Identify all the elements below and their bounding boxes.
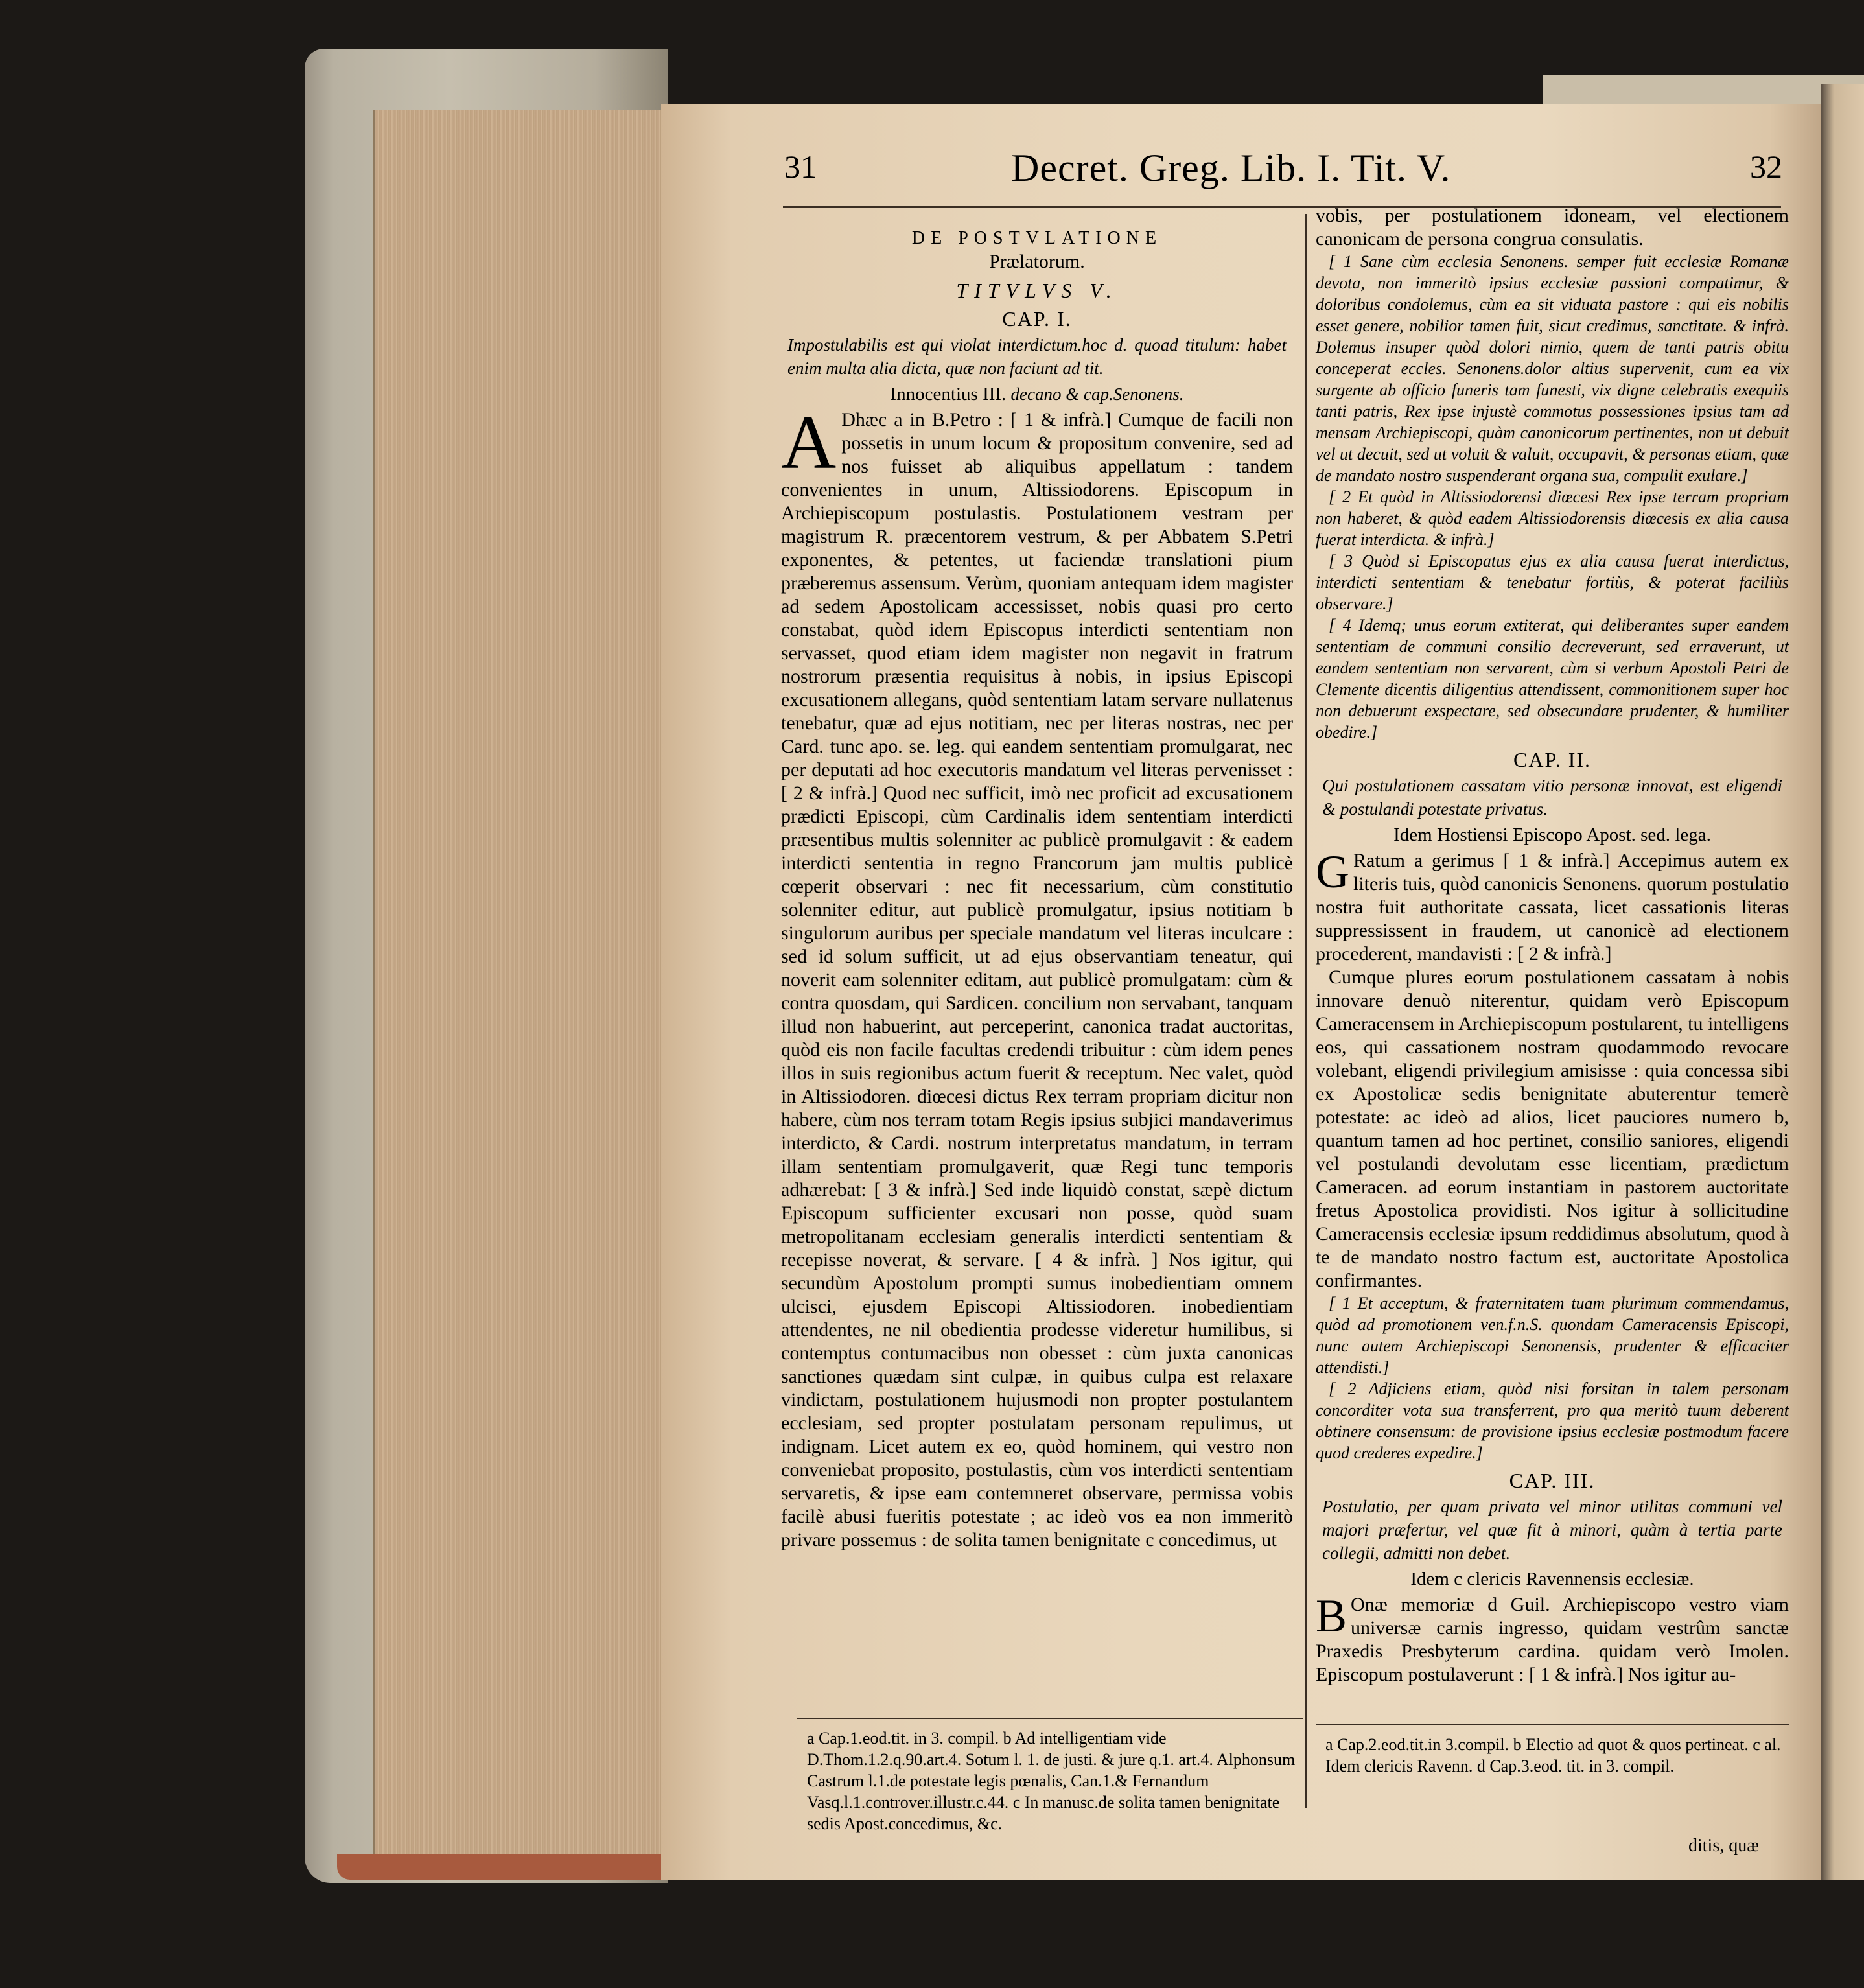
footnote-rule bbox=[1316, 1724, 1789, 1725]
body-text-content: Onæ memoriæ d Guil. Archiepiscopo vestro viam universæ carnis ingresso, quidam vestrûm sanctæ Praxedis Presbyterum cardina. quidam verò Imolen. Episcopum postulaverunt : [ 1 & infrà.] Nos igitur au- bbox=[1316, 1594, 1789, 1685]
body-text bbox=[1316, 846, 1789, 966]
bracket-note: [ 2 Et quòd in Altissiodorensi diœcesi Rex ipse terram propriam non haberet, & quòd eadem Altissiodorensis diœcesis ex alia causa fuerat interdicta. & infrà.] bbox=[1316, 487, 1789, 549]
body-text-content: Dhæc a in B.Petro : [ 1 & infrà.] Cumque de facili non possetis in unum locum & propositum convenire, sed ad nos fuisset ab aliquibus appellatum : tandem convenientes in unum, Altissiodorens. Episcopum in Archiepiscopum postulastis. Postulationem vestram per magistrum R. præcentorem vestrum, & per Abbatem S.Petri exponentes, & petentes, ut faciendæ translationi pium præberemus assensum. Verùm, quoniam antequam idem magister ad sedem Apostolicam accessisset, nobis quasi pro certo constabat, quòd idem Episcopus interdicti sententiam non servasset, quod etiam idem magister non negavit in fratrum nostrorum præsentia requisitus à nobis, in ipsius Episcopi excusationem allegans, quòd sententiam latam servare nullatenus tenebatur, quæ ad ejus notitiam, nec per literas nostras, nec per Card. tunc apo. se. leg. qui eandem sententiam promulgarat, nec per deputati ad hoc executoris mandatum vel literas pervenisset : [ 2 & infrà.] Quod nec sufficit, imò nec proficit ad excusationem prædicti Episcopi, cùm Cardinalis idem sententiam interdicti præsentibus multis solenniter ac publicè promulgavit : & eadem interdicti sententia in regno Francorum jam multis publicè cœperit observari : nec fit necessarium, cùm constitutio solenniter editur, aut publicè promulgatur, ipsius notitiam b singulorum auribus per speciale mandatum vel literas inculcare : sed id solum sufficit, ut ad ejus observantiam teneatur, qui noverit eam solenniter editam, aut publicè promulgatam: cùm & contra quosdam, qui Sardicen. concilium non servabant, tanquam illud non habuerint, aut perceperint, canonica tradat auctoritas, quòd eis non facile facultas credendi tribuitur : cùm idem penes illos in suis regionibus actum fuerit & receptum. Nec valet, quòd in Altissiodoren. diœcesi dictus Rex terram propriam dicitur non habere, cùm nos terram totam Regis ipsius subjici mandaverimus interdicto, & Cardi. nostrum interpretatus mandatum, in terram illam sententiam promulgaverit, quæ Regi tunc temporis adhærebat: [ 3 & infrà.] Sed inde liquidò constat, sæpè dictum Episcopum sufficienter excusari non posse, quòd suam metropolitanam ecclesiam generalis interdicti sententiam & recepisse noverat, & servare. [ 4 & infrà. ] Nos igitur, qui secundùm Apostolum prompti sumus inobedientiam omnem ulcisci, ejusdem Episcopi Altissiodoren. inobedientiam attendentes, ne nil obedientia prodesse videretur humilibus, si contemptus contumacibus non obesset : cùm juxta canonicas sanctiones quædam sint culpæ, in quibus culpa est relaxare vindictam, postulationem hujusmodi non propter postulantem ecclesiam, sed propter postulatam personam repulimus, ut indignam. Licet autem ex eo, quòd hominem, qui vestro non conveniebat proposito, postulastis, cùm vos interdicti sententiam servaretis, & ipse eam contemneret observare, permissa vobis facilè abusi fueritis potestate ; ac ideò vos ea non immeritò privare possemus : de solita tamen benignitate c concedimus, ut bbox=[781, 409, 1293, 1550]
book-cover-edge bbox=[337, 1854, 700, 1880]
page-number-left: 31 bbox=[784, 148, 817, 185]
facing-page bbox=[1821, 84, 1864, 1880]
footnotes-left: a Cap.1.eod.tit. in 3. compil. b Ad intelligentiam vide D.Thom.1.2.q.90.art.4. Sotum l. 1. de justi. & jure q.1. art.4. Alphonsum Castrum l.1.de potestate legis pœnalis, Can.1.& Fernandum Vasq.l.1.controver.illustr.c.44. c In manusc.de solita tamen benignitate sedis Apost.concedimus, &c. bbox=[807, 1729, 1296, 1833]
footnotes-right: a Cap.2.eod.tit.in 3.compil. b Electio ad quot & quos pertineat. c al. Idem clericis Ravenn. d Cap.3.eod. tit. in 3. compil. bbox=[1325, 1735, 1781, 1775]
author-line: Idem Hostiensi Episcopo Apost. sed. lega. bbox=[1393, 824, 1711, 845]
body-text: Cumque plures eorum postulationem cassatam à nobis innovare denuò niterentur, quidam verò Episcopum Cameracensem in Archiepiscopum postularent, tu intelligens eos, qui cassationem nostram quodammodo revocare volebant, eligendi privilegium amisisse : quia concessa sibi ex Apostolicæ sedis benignitate abuterentur temerè potestate: ac ideò ad alios, licet pauciores numero b, quantum tamen ad hoc pertinet, consilio saniores, eligendi vel postulandi devolutam esse licentiam, prædictum Cameracen. ad eorum instantiam in pastorem auctoritate fretus Apostolica providisti. Nos igitur à sollicitudine Cameracensis ecclesiæ ipsum reddidimus absolutum, quod à te de mandato nostro factum est, auctoritate Apostolica confirmantes. bbox=[1316, 966, 1789, 1291]
body-text-content: Ratum a gerimus [ 1 & infrà.] Accepimus autem ex literis tuis, quòd canonicis Senonens. quorum postulatio nostra fuit authoritate cassata, licet cassationis literas suppressissent in fraudem, ut canonicè ad electionem procederent, mandavisti : [ 2 & infrà.] bbox=[1316, 850, 1789, 965]
body-text bbox=[781, 400, 1293, 1552]
drop-cap: A bbox=[781, 400, 837, 485]
author-name: Innocentius III. bbox=[890, 384, 1007, 404]
continuation-text: vobis, per postulationem idoneam, vel electionem canonicam de persona congrua consulatis. bbox=[1316, 205, 1789, 250]
chapter-summary: Impostulabilis est qui violat interdictum.hoc d. quoad titulum: habet enim multa alia dicta, quæ non faciunt ad tit. bbox=[787, 335, 1287, 378]
bracket-note: [ 1 Et acceptum, & fraternitatem tuam plurimum commendamus, quòd ad promotionem ven.f.n.S. quondam Cameracensis Episcopi, nunc autem Archiepiscopi Senonensis, prudenter & efficaciter attendisti.] bbox=[1316, 1294, 1789, 1377]
facing-page-edge bbox=[1543, 75, 1864, 104]
page-edges bbox=[373, 110, 667, 1860]
bracket-note: [ 1 Sane cùm ecclesia Senonens. semper fuit ecclesiæ Romanæ devota, non immeritò ipsius ecclesiæ passioni compatimur, & doloribus condolemus, cùm ea sit viduata pastore : qui eis nobilis esset genere, nobilior tamen fuit, sicut credimus, sanctitate. & infrà. Dolemus insuper quòd dolori nimio, quem de tanti patris obitu conceperat eccles. Senonens.dolor altius supervenit, cum ea vix surgente ab officio funeris tam funesti, vix digne celebratis exequiis tanti patris, Rex ipse injustè commotus possessiones ipsius tam ad mensam Archiepiscopi, quàm canonicorum pertinentes, non ut debuit vel ut decuit, sed ut voluit & valuit, occupavit, & personas etiam, quæ de mandato nostro suspenderant organa sua, compulit exulare.] bbox=[1316, 252, 1789, 485]
body-text bbox=[1316, 1590, 1789, 1687]
titulus-heading: TITVLVS V. bbox=[956, 279, 1118, 302]
drop-cap: G bbox=[1316, 846, 1349, 898]
column-divider bbox=[1305, 214, 1307, 1808]
title-subline: Prælatorum. bbox=[989, 251, 1085, 272]
page-number-right: 32 bbox=[1750, 148, 1782, 185]
drop-cap: B bbox=[1316, 1590, 1347, 1642]
bracket-note: [ 2 Adjiciens etiam, quòd nisi forsitan in talem personam concorditer vota sua transferrent, pro qua meritò tuum deberent obtinere consensum: de provisione ipsius ecclesiæ postmodum facere quod crederes expedire.] bbox=[1316, 1379, 1789, 1462]
catchword: ditis, quæ bbox=[1688, 1836, 1759, 1856]
author-line: Idem c clericis Ravennensis ecclesiæ. bbox=[1410, 1569, 1694, 1589]
bracket-note: [ 4 Idemq; unus eorum extiterat, qui deliberantes super eandem sententiam de communi consilio decreverunt, sed erraverunt, ut eandem sententiam non servarent, cùm si verbum Apostoli Petri de Clemente dicentis diligentius attendissent, commonitionem super hoc non debuerunt exspectare, sed obsecundare prudenter, & humiliter obedire.] bbox=[1316, 616, 1789, 742]
right-column bbox=[1316, 204, 1789, 1687]
chapter-heading: CAP. II. bbox=[1513, 748, 1591, 771]
chapter-summary: Postulatio, per quam privata vel minor utilitas communi vel majori præfertur, vel quæ fit à minori, quàm à tertia parte collegii, admitti non debet. bbox=[1322, 1497, 1782, 1563]
chapter-heading: CAP. I. bbox=[1002, 307, 1072, 331]
left-column bbox=[781, 227, 1293, 1552]
chapter-heading: CAP. III. bbox=[1509, 1469, 1596, 1492]
running-head: Decret. Greg. Lib. I. Tit. V. bbox=[1011, 146, 1451, 189]
footnote-rule bbox=[797, 1718, 1303, 1719]
bracket-note: [ 3 Quòd si Episcopatus ejus ex alia causa fuerat interdictus, interdicti sententiam & tenebatur fortiùs, & poterat faciliùs observare.] bbox=[1316, 552, 1789, 613]
author-line bbox=[781, 382, 1293, 406]
title: DE POSTVLATIONE bbox=[911, 228, 1163, 248]
author-address: decano & cap.Senonens. bbox=[1010, 384, 1184, 404]
chapter-summary: Qui postulationem cassatam vitio personæ innovat, est eligendi & postulandi potestate privatus. bbox=[1322, 776, 1782, 819]
